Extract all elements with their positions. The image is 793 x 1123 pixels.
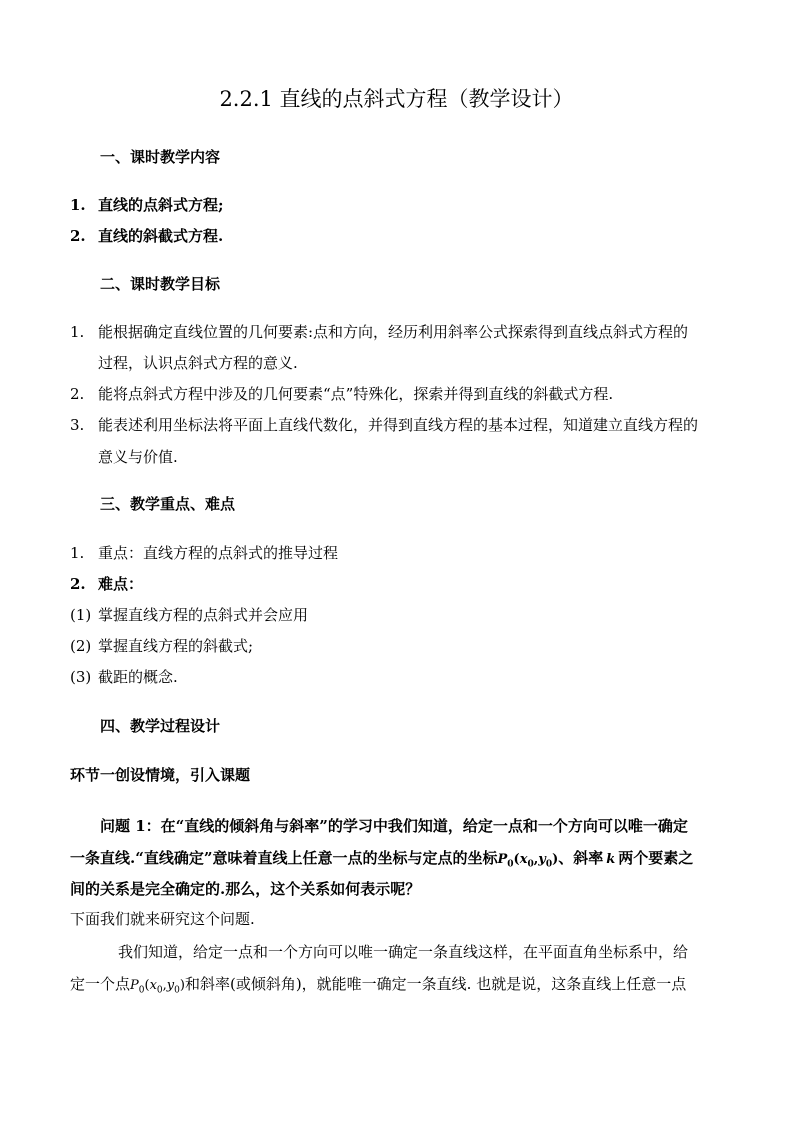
sub-text: 截距的概念. xyxy=(98,668,178,686)
question-line-1: 问题 1：在“直线的倾斜角与斜率”的学习中我们知道，给定一点和一个方向可以唯一确定 xyxy=(100,817,688,835)
item-text: 能将点斜式方程中涉及的几何要素“点”特殊化，探索并得到直线的斜截式方程. xyxy=(98,385,614,403)
list-item xyxy=(70,322,688,342)
item-text: 直线的点斜式方程; xyxy=(98,196,224,214)
item-number: 1. xyxy=(70,544,85,562)
point-p0-formula: $P_0(x_0,y_0)$ xyxy=(497,852,559,870)
paragraph-intro: 下面我们就来研究这个问题. xyxy=(70,910,255,928)
section-heading-1: 一、课时教学内容 xyxy=(100,148,221,166)
list-item xyxy=(70,415,698,435)
section-heading-4: 四、教学过程设计 xyxy=(100,717,221,735)
question-text: 一条直线.“直线确定”意味着直线上任意一点的坐标与定点的坐标 xyxy=(70,849,498,867)
page-title: 2.2.1 直线的点斜式方程（教学设计） xyxy=(219,87,574,111)
item-text: 直线的斜截式方程. xyxy=(98,227,224,245)
sub-number: (1) xyxy=(70,606,92,624)
item-number: 1. xyxy=(70,196,86,214)
sub-item xyxy=(70,636,253,656)
question-line-3: 间的关系是完全确定的.那么，这个关系如何表示呢？ xyxy=(70,880,421,898)
list-item xyxy=(70,543,338,563)
list-item xyxy=(70,226,223,246)
item-number: 3. xyxy=(70,416,85,434)
paragraph-text: 定一个点 xyxy=(70,975,131,993)
item-number: 2. xyxy=(70,227,86,245)
sub-item xyxy=(70,605,308,625)
item-number: 1. xyxy=(70,323,85,341)
item-text-continued: 意义与价值. xyxy=(98,448,178,466)
item-text-continued: 过程，认识点斜式方程的意义. xyxy=(98,354,298,372)
paragraph-line-2 xyxy=(70,974,686,1001)
sub-text: 掌握直线方程的点斜式并会应用 xyxy=(98,606,309,624)
item-text: 重点：直线方程的点斜式的推导过程 xyxy=(98,544,339,562)
paragraph-text: 和斜率(或倾斜角)，就能唯一确定一条直线. 也就是说，这条直线上任意一点 xyxy=(184,975,687,993)
sub-number: (2) xyxy=(70,637,92,655)
list-item xyxy=(70,384,613,404)
section-heading-2: 二、课时教学目标 xyxy=(100,275,221,293)
question-text: 、斜率 xyxy=(558,849,604,867)
question-text: 两个要素之 xyxy=(618,849,694,867)
paragraph-line-1: 我们知道，给定一点和一个方向可以唯一确定一条直线这样，在平面直角坐标系中，给 xyxy=(118,943,689,961)
slope-k-symbol: k xyxy=(606,852,616,867)
list-item xyxy=(70,574,143,594)
item-text: 难点： xyxy=(98,575,144,593)
item-text: 能根据确定直线位置的几何要素:点和方向，经历利用斜率公式探索得到直线点斜式方程的 xyxy=(98,323,689,341)
sub-text: 掌握直线方程的斜截式; xyxy=(98,637,254,655)
sub-number: (3) xyxy=(70,668,92,686)
section-heading-3: 三、教学重点、难点 xyxy=(100,495,236,513)
item-number: 2. xyxy=(70,575,86,593)
item-number: 2. xyxy=(70,385,85,403)
sub-item xyxy=(70,667,178,687)
item-text: 能表述利用坐标法将平面上直线代数化，并得到直线方程的基本过程，知道建立直线方程的 xyxy=(98,416,699,434)
question-line-2 xyxy=(70,848,693,875)
list-item xyxy=(70,195,224,215)
point-p0-formula: $P_0(x_0,y_0)$ xyxy=(130,978,185,996)
stage-heading: 环节一创设情境，引入课题 xyxy=(70,766,251,784)
